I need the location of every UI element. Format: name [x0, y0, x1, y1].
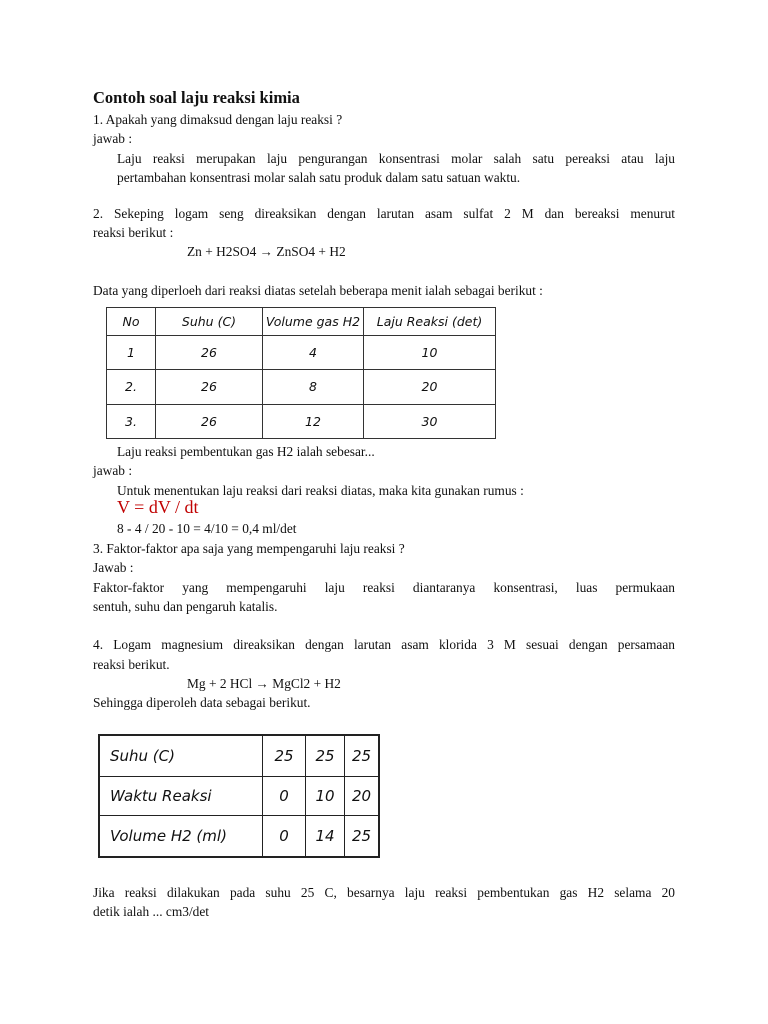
document-title: Contoh soal laju reaksi kimia	[93, 88, 300, 107]
q4-text-line-2: reaksi berikut.	[93, 657, 170, 672]
table-cell: 25	[345, 816, 380, 857]
table-cell: 25	[306, 735, 345, 776]
q2-data-table	[106, 307, 496, 439]
q2-table-header: No	[107, 308, 156, 336]
table-cell: 2.	[107, 370, 156, 404]
table-cell: 26	[156, 370, 263, 404]
q2-text-line-1: 2. Sekeping logam seng direaksikan dengan larutan asam sulfat 2 M dan bereaksi menurut	[93, 206, 675, 221]
q4-row-label: Waktu Reaksi	[99, 776, 263, 816]
q4-data-intro: Sehingga diperoleh data sebagai berikut.	[93, 695, 311, 710]
q3-answer-line-1: Faktor-faktor yang mempengaruhi laju reaksi diantaranya konsentrasi, luas permukaan	[93, 580, 675, 595]
table-cell: 26	[156, 404, 263, 438]
table-cell: 14	[306, 816, 345, 857]
q4-equation: Mg + 2 HCl → MgCl2 + H2	[187, 676, 341, 691]
q2-table-header: Laju Reaksi (det)	[364, 308, 496, 336]
q1-question: 1. Apakah yang dimaksud dengan laju reaksi ?	[93, 112, 343, 127]
q4-row-label: Volume H2 (ml)	[99, 816, 263, 857]
q1-answer-line-1: Laju reaksi merupakan laju pengurangan konsentrasi molar salah satu pereaksi atau laju	[117, 151, 675, 166]
q4-question-line-2: detik ialah ... cm3/det	[93, 904, 210, 919]
table-cell: 25	[263, 735, 306, 776]
table-cell: 3.	[107, 404, 156, 438]
q1-answer-line-2: pertambahan konsentrasi molar salah satu produk dalam satu satuan waktu.	[117, 170, 521, 185]
table-row	[107, 370, 496, 404]
q3-answer-line-2: sentuh, suhu dan pengaruh katalis.	[93, 599, 278, 614]
table-cell: 4	[263, 336, 364, 370]
q1-jawab-label: jawab :	[93, 131, 133, 146]
table-cell: 10	[306, 776, 345, 816]
q4-text-line-1: 4. Logam magnesium direaksikan dengan larutan asam klorida 3 M sesuai dengan persamaan	[93, 637, 675, 652]
table-cell: 0	[263, 776, 306, 816]
table-cell: 20	[345, 776, 380, 816]
q2-text-line-2: reaksi berikut :	[93, 225, 174, 240]
q2-table-header-row	[107, 308, 496, 336]
table-row	[107, 336, 496, 370]
q3-question: 3. Faktor-faktor apa saja yang mempengaruhi laju reaksi ?	[93, 541, 405, 556]
table-cell: 30	[364, 404, 496, 438]
q2-jawab-label: jawab :	[93, 463, 133, 478]
q2-question: Laju reaksi pembentukan gas H2 ialah sebesar...	[117, 444, 375, 459]
q2-table-header: Suhu (C)	[156, 308, 263, 336]
table-cell: 20	[364, 370, 496, 404]
table-cell: 0	[263, 816, 306, 857]
q4-data-table	[98, 734, 380, 858]
q2-equation: Zn + H2SO4 → ZnSO4 + H2	[187, 244, 346, 259]
q4-row-label: Suhu (C)	[99, 735, 263, 776]
table-row	[99, 735, 379, 776]
table-row	[99, 816, 379, 857]
table-cell: 26	[156, 336, 263, 370]
q2-table-header: Volume gas H2	[263, 308, 364, 336]
table-cell: 25	[345, 735, 380, 776]
q2-data-intro: Data yang diperloeh dari reaksi diatas setelah beberapa menit ialah sebagai berikut :	[93, 283, 543, 298]
table-cell: 1	[107, 336, 156, 370]
table-cell: 8	[263, 370, 364, 404]
q3-jawab-label: Jawab :	[93, 560, 134, 575]
q2-formula: V = dV / dt	[117, 497, 199, 517]
q2-calculation: 8 - 4 / 20 - 10 = 4/10 = 0,4 ml/det	[117, 521, 297, 536]
table-row	[99, 776, 379, 816]
q2-answer-intro: Untuk menentukan laju reaksi dari reaksi diatas, maka kita gunakan rumus :	[117, 483, 524, 498]
table-cell: 12	[263, 404, 364, 438]
table-cell: 10	[364, 336, 496, 370]
q4-question-line-1: Jika reaksi dilakukan pada suhu 25 C, besarnya laju reaksi pembentukan gas H2 selama 20	[93, 885, 675, 900]
table-row	[107, 404, 496, 438]
